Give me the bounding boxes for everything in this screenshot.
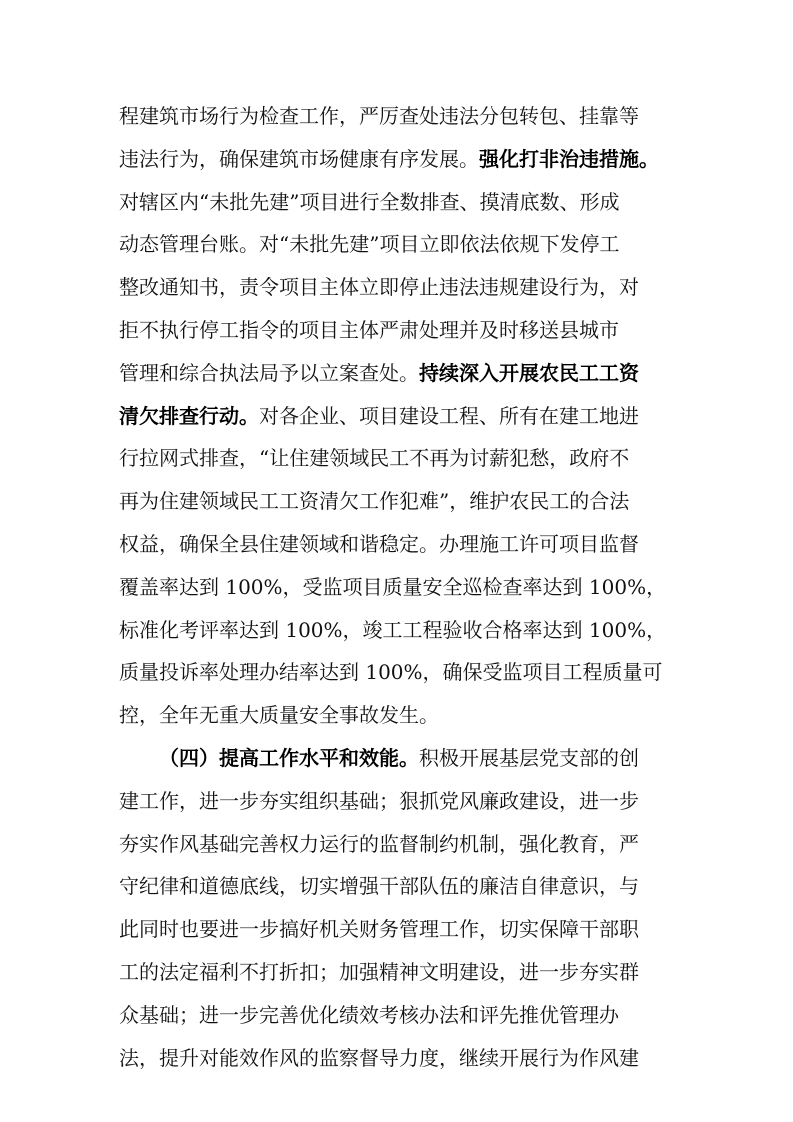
- text-line: [119, 139, 679, 179]
- text-segment: 夯实作风基础完善权力运行的监督制约机制，强化教育，严: [119, 831, 639, 856]
- bold-text-segment: 持续深入开展农民工工资: [419, 360, 639, 385]
- text-line: [119, 224, 679, 264]
- text-line: [119, 310, 679, 350]
- text-line: [119, 481, 679, 521]
- text-line: [119, 567, 679, 607]
- text-line: [119, 695, 679, 735]
- text-segment: 行拉网式排查，“让住建领域民工不再为讨薪犯愁，政府不: [119, 446, 630, 471]
- text-segment: 违法行为，确保建筑市场健康有序发展。: [119, 146, 479, 171]
- text-line: [119, 952, 679, 992]
- text-line: [119, 524, 679, 564]
- bold-text-segment: （四）提高工作水平和效能。: [159, 746, 419, 770]
- text-line: [119, 1038, 679, 1078]
- bold-text-segment: 强化打非治违措施。: [479, 146, 659, 171]
- text-line: [119, 610, 679, 650]
- text-segment: 控，全年无重大质量安全事故发生。: [119, 703, 439, 728]
- text-segment: 法，提升对能效作风的监察督导力度，继续开展行为作风建: [119, 1045, 639, 1070]
- text-line: [119, 781, 679, 821]
- text-segment: 标准化考评率达到 100%，竣工工程验收合格率达到 100%，: [119, 617, 667, 642]
- text-line: [159, 738, 679, 778]
- text-line: [119, 995, 679, 1035]
- text-line: [119, 96, 679, 136]
- text-segment: 建工作，进一步夯实组织基础；狠抓党风廉政建设，进一步: [119, 788, 639, 813]
- text-line: [119, 396, 679, 436]
- text-segment: 对辖区内“未批先建”项目进行全数排查、摸清底数、形成: [119, 189, 620, 214]
- text-segment: 拒不执行停工指令的项目主体严肃处理并及时移送县城市: [119, 318, 619, 342]
- text-segment: 积极开展基层党支部的创: [419, 746, 639, 770]
- text-line: [119, 909, 679, 949]
- text-line: [119, 824, 679, 864]
- text-segment: 质量投诉率处理办结率达到 100%，确保受监项目工程质量可: [119, 660, 663, 685]
- text-segment: 管理和综合执法局予以立案查处。: [119, 360, 419, 385]
- text-segment: 覆盖率达到 100%，受监项目质量安全巡检查率达到 100%，: [119, 574, 667, 599]
- text-line: [119, 267, 679, 307]
- text-segment: 守纪律和道德底线，切实增强干部队伍的廉洁自律意识，与: [119, 874, 639, 899]
- text-segment: 工的法定福利不打折扣；加强精神文明建设，进一步夯实群: [119, 960, 639, 984]
- text-segment: 再为住建领域民工工资清欠工作犯难”，维护农民工的合法: [119, 489, 630, 514]
- text-line: [119, 438, 679, 478]
- text-line: [119, 182, 679, 222]
- text-segment: 整改通知书，责令项目主体立即停止违法违规建设行为，对: [119, 275, 639, 300]
- text-segment: 程建筑市场行为检查工作，严厉查处违法分包转包、挂靠等: [119, 104, 639, 128]
- text-line: [119, 353, 679, 393]
- text-segment: 动态管理台账。对“未批先建”项目立即依法依规下发停工: [119, 232, 620, 257]
- text-line: [119, 652, 679, 692]
- text-segment: 权益，确保全县住建领域和谐稳定。办理施工许可项目监督: [119, 532, 639, 556]
- text-segment: 此同时也要进一步搞好机关财务管理工作，切实保障干部职: [119, 917, 639, 942]
- text-segment: 众基础；进一步完善优化绩效考核办法和评先推优管理办: [119, 1002, 619, 1027]
- bold-text-segment: 清欠排查行动。: [119, 403, 259, 428]
- text-line: [119, 866, 679, 906]
- text-segment: 对各企业、项目建设工程、所有在建工地进: [259, 403, 639, 428]
